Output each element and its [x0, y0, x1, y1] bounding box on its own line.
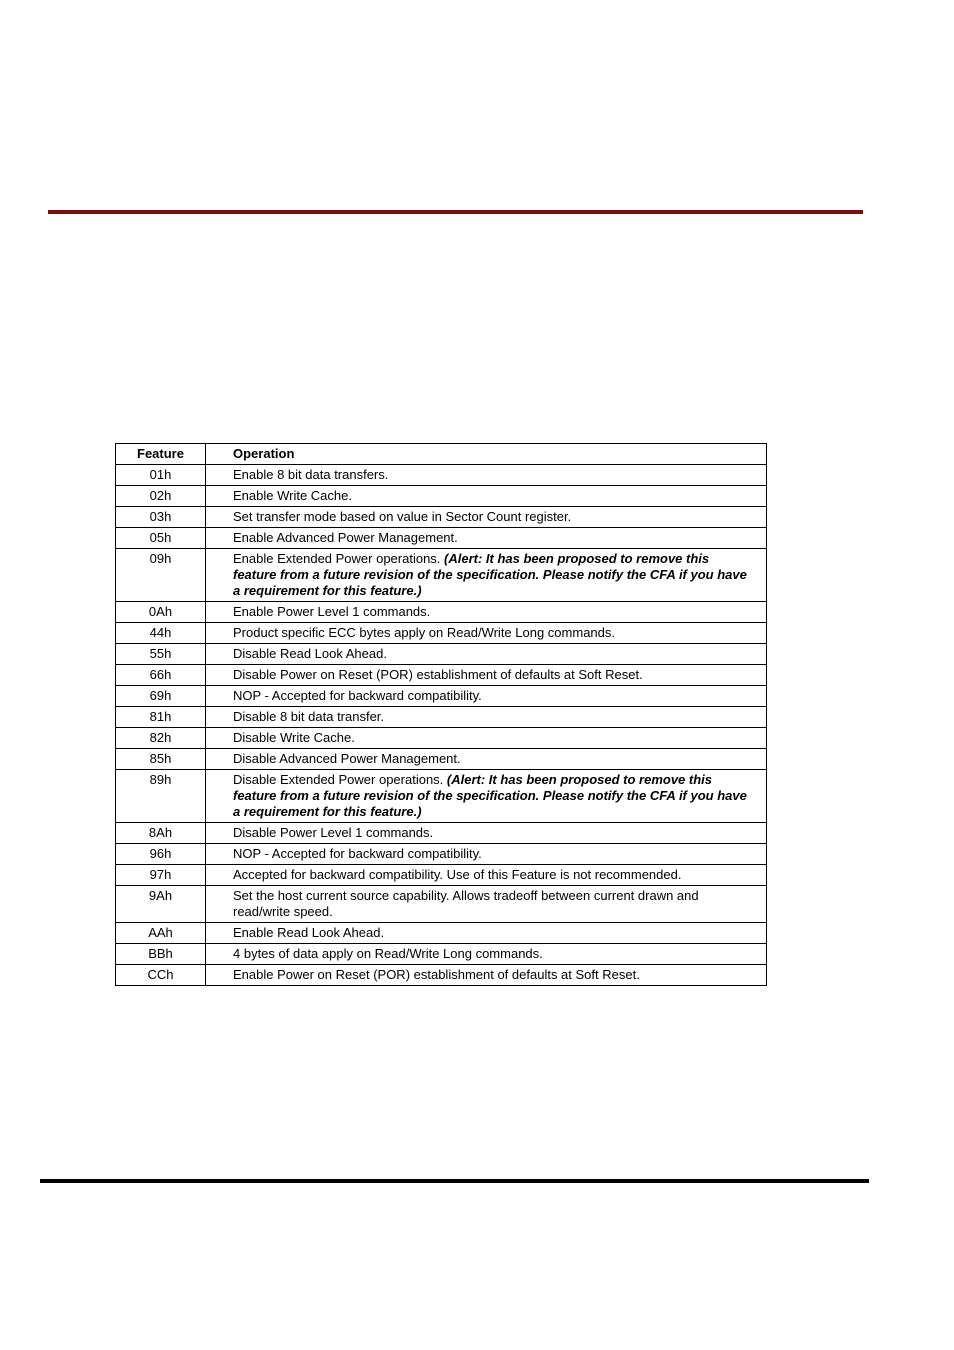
operation-text: Disable Read Look Ahead. — [233, 646, 387, 661]
header-rule — [48, 210, 863, 214]
feature-code-cell: 02h — [116, 486, 206, 507]
feature-code-cell: 55h — [116, 644, 206, 665]
operation-text: Accepted for backward compatibility. Use of this Feature is not recommended. — [233, 867, 682, 882]
set-features-table — [115, 443, 767, 986]
operation-cell — [206, 844, 767, 865]
operation-text: Disable Write Cache. — [233, 730, 355, 745]
feature-code-cell: AAh — [116, 923, 206, 944]
alert-note: (Alert: It has been proposed to remove this feature from a future revision of the specification. Please notify the CFA if you have a requirement for this feature.) — [233, 551, 747, 598]
table-row — [116, 644, 767, 665]
operation-cell — [206, 486, 767, 507]
table-row — [116, 923, 767, 944]
operation-cell — [206, 823, 767, 844]
operation-text: Disable Power on Reset (POR) establishment of defaults at Soft Reset. — [233, 667, 643, 682]
table-row — [116, 623, 767, 644]
operation-text: 4 bytes of data apply on Read/Write Long commands. — [233, 946, 543, 961]
table-row — [116, 865, 767, 886]
operation-cell — [206, 528, 767, 549]
table-row — [116, 602, 767, 623]
feature-code-cell: 82h — [116, 728, 206, 749]
feature-code-cell: 0Ah — [116, 602, 206, 623]
feature-code-cell: 89h — [116, 770, 206, 823]
feature-code-cell: 05h — [116, 528, 206, 549]
operation-cell — [206, 602, 767, 623]
feature-code-cell: 09h — [116, 549, 206, 602]
table-row — [116, 528, 767, 549]
operation-cell — [206, 965, 767, 986]
table-row — [116, 886, 767, 923]
feature-code-cell: 8Ah — [116, 823, 206, 844]
operation-text: Enable Read Look Ahead. — [233, 925, 385, 940]
feature-code-cell: BBh — [116, 944, 206, 965]
operation-text: Disable Extended Power operations. — [233, 772, 447, 787]
operation-cell — [206, 623, 767, 644]
table-row — [116, 507, 767, 528]
operation-text: Enable Extended Power operations. — [233, 551, 445, 566]
table-row — [116, 728, 767, 749]
operation-cell — [206, 707, 767, 728]
operation-text: Set the host current source capability. Allows tradeoff between current drawn and read/write speed. — [233, 888, 699, 919]
operation-cell — [206, 728, 767, 749]
feature-code-cell: CCh — [116, 965, 206, 986]
feature-code-cell: 44h — [116, 623, 206, 644]
operation-cell — [206, 749, 767, 770]
column-header-operation: Operation — [206, 444, 767, 465]
operation-cell — [206, 865, 767, 886]
table-row — [116, 965, 767, 986]
operation-text: Enable Power on Reset (POR) establishment of defaults at Soft Reset. — [233, 967, 640, 982]
table-row — [116, 549, 767, 602]
feature-code-cell: 69h — [116, 686, 206, 707]
operation-text: Disable Power Level 1 commands. — [233, 825, 434, 840]
table-row — [116, 465, 767, 486]
operation-cell — [206, 465, 767, 486]
operation-cell — [206, 644, 767, 665]
feature-code-cell: 01h — [116, 465, 206, 486]
operation-text: Set transfer mode based on value in Sector Count register. — [233, 509, 572, 524]
operation-cell — [206, 686, 767, 707]
operation-cell — [206, 886, 767, 923]
feature-code-cell: 03h — [116, 507, 206, 528]
operation-text: Product specific ECC bytes apply on Read/Write Long commands. — [233, 625, 615, 640]
operation-cell — [206, 770, 767, 823]
feature-code-cell: 85h — [116, 749, 206, 770]
operation-cell — [206, 549, 767, 602]
feature-code-cell: 81h — [116, 707, 206, 728]
operation-cell — [206, 923, 767, 944]
table-row — [116, 665, 767, 686]
table-row — [116, 749, 767, 770]
feature-code-cell: 96h — [116, 844, 206, 865]
feature-code-cell: 9Ah — [116, 886, 206, 923]
feature-code-cell: 66h — [116, 665, 206, 686]
table-body — [116, 465, 767, 986]
operation-cell — [206, 665, 767, 686]
operation-text: Enable Write Cache. — [233, 488, 352, 503]
operation-text: Disable Advanced Power Management. — [233, 751, 461, 766]
table-header-row — [116, 444, 767, 465]
operation-text: Disable 8 bit data transfer. — [233, 709, 385, 724]
table-row — [116, 944, 767, 965]
column-header-feature: Feature — [116, 444, 206, 465]
table-row — [116, 844, 767, 865]
table-row — [116, 707, 767, 728]
table-row — [116, 486, 767, 507]
operation-text: Enable Advanced Power Management. — [233, 530, 458, 545]
alert-note: (Alert: It has been proposed to remove this feature from a future revision of the specification. Please notify the CFA if you have a requirement for this feature.) — [233, 772, 747, 819]
table-row — [116, 770, 767, 823]
operation-cell — [206, 944, 767, 965]
table-row — [116, 686, 767, 707]
operation-text: Enable 8 bit data transfers. — [233, 467, 389, 482]
operation-text: NOP - Accepted for backward compatibility. — [233, 688, 482, 703]
operation-text: Enable Power Level 1 commands. — [233, 604, 431, 619]
footer-rule — [40, 1179, 869, 1183]
operation-text: NOP - Accepted for backward compatibility. — [233, 846, 482, 861]
feature-code-cell: 97h — [116, 865, 206, 886]
operation-cell — [206, 507, 767, 528]
table-row — [116, 823, 767, 844]
